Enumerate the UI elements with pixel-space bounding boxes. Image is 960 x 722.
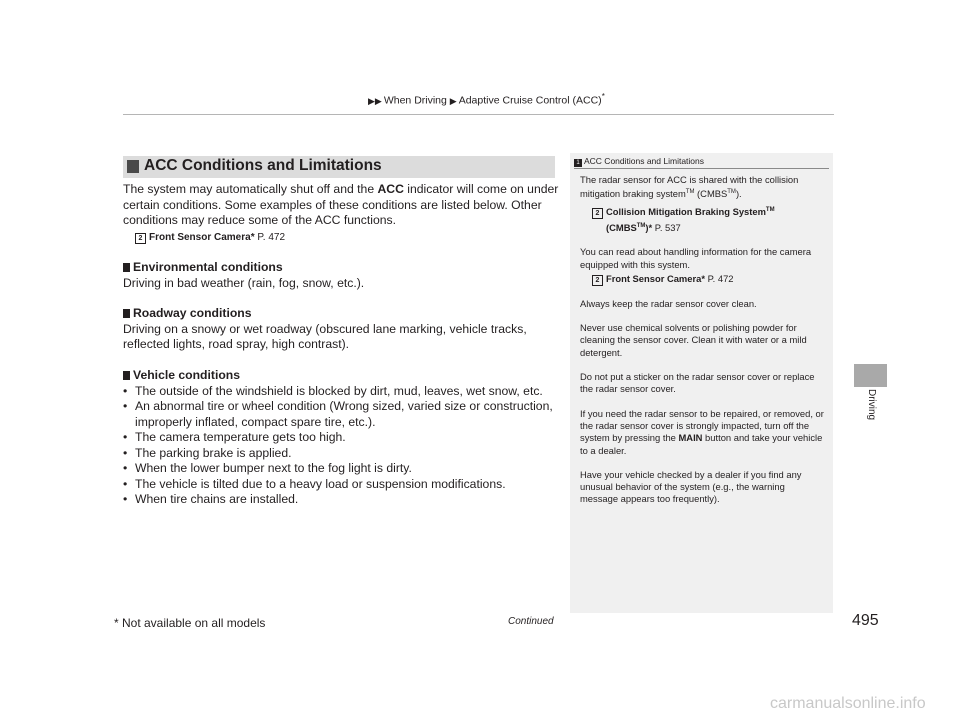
section-heading	[123, 156, 555, 178]
ref-label: Front Sensor Camera	[149, 232, 251, 243]
roadway-section	[123, 306, 563, 353]
sidebar-paragraph: Have your vehicle checked by a dealer if you find any unusual behavior of the system (e.g., the warning message appears too frequently).	[580, 468, 802, 505]
sidebar-paragraph: Do not put a sticker on the radar sensor cover or replace the radar sensor cover.	[580, 371, 815, 395]
subheading: Vehicle conditions	[123, 368, 563, 384]
sidebar-body	[580, 174, 825, 518]
sidebar-heading: 1 ACC Conditions and Limitations	[574, 156, 704, 167]
list-item: • When the lower bumper next to the fog light is dirty.	[123, 461, 412, 475]
acc-indicator-label: ACC	[377, 182, 404, 196]
arrow-icon: ▶▶	[368, 95, 382, 106]
cross-reference-icon: 2	[592, 275, 603, 286]
page-number: 495	[852, 612, 879, 629]
footnote-mark: *	[601, 92, 605, 101]
body-text: Driving on a snowy or wet roadway (obscured lane marking, vehicle tracks, reflected lights, road spray, high contrast).	[123, 321, 527, 351]
square-bullet-icon	[123, 371, 130, 380]
header-divider	[123, 114, 834, 115]
subheading: Roadway conditions	[123, 306, 563, 322]
sidebar-paragraph: If you need the radar sensor to be repaired, or removed, or the radar sensor cover is strongly impacted, turn off the system by pressing the MAIN button and take your vehicle to a dealer.	[580, 407, 824, 456]
section-square-icon	[127, 160, 139, 173]
list-item: • The vehicle is tilted due to a heavy load or suspension modifications.	[123, 476, 506, 491]
arrow-icon: ▶	[449, 95, 457, 106]
list-item: • When tire chains are installed.	[123, 492, 299, 506]
intro-text: The system may automatically shut off and the	[123, 182, 378, 196]
front-camera-ref[interactable]: 2 Front Sensor Camera* P. 472	[580, 273, 825, 286]
square-bullet-icon	[123, 263, 130, 272]
cmbs-ref[interactable]: 2 Collision Mitigation Braking System™ (CMBS™)* P. 537	[580, 203, 825, 235]
footnote: * Not available on all models	[114, 616, 266, 630]
ref-page: P. 472	[254, 232, 286, 243]
sidebar-divider	[574, 168, 829, 169]
intro-text: indicator will come on under certain conditions. Some examples of these conditions are listed below. Other conditions may reduce some of the ACC functions.	[123, 182, 559, 227]
list-item: • The camera temperature gets too high.	[123, 430, 346, 444]
list-item: • The parking brake is applied.	[123, 445, 292, 460]
square-bullet-icon	[123, 309, 130, 318]
sidebar-paragraph: The radar sensor for ACC is shared with the collision mitigation braking system™ (CMBS™).	[580, 174, 799, 200]
sidebar-paragraph: You can read about handling information for the camera equipped with this system.	[580, 246, 812, 270]
breadcrumb-item: When Driving	[383, 94, 447, 107]
cross-reference-icon: 2	[592, 208, 603, 219]
body-text: Driving in bad weather (rain, fog, snow, etc.).	[123, 275, 365, 290]
sidebar-paragraph: Never use chemical solvents or polishing powder for cleaning the sensor cover. Clean it with water or a mild detergent.	[580, 322, 807, 358]
chapter-tab[interactable]	[854, 364, 887, 387]
subheading: Environmental conditions	[123, 260, 563, 276]
list-item: • An abnormal tire or wheel condition (Wrong sized, varied size or construction, improperly inflated, compact spare tire, etc.).	[123, 399, 553, 429]
sidebar-note	[570, 153, 833, 613]
breadcrumb-item: Adaptive Cruise Control (ACC)	[458, 94, 602, 107]
chapter-tab-label: Driving	[866, 389, 877, 421]
footnote-mark: *	[250, 232, 255, 243]
sidebar-paragraph: Always keep the radar sensor cover clean.	[580, 297, 757, 309]
section-title: ACC Conditions and Limitations	[144, 157, 382, 174]
info-icon: 1	[574, 159, 582, 167]
list-item: • The outside of the windshield is blocked by dirt, mud, leaves, wet snow, etc.	[123, 383, 543, 398]
breadcrumb	[368, 92, 605, 107]
watermark: carmanualsonline.info	[770, 695, 926, 712]
cross-reference-icon: 2	[135, 233, 146, 244]
vehicle-section	[123, 368, 563, 508]
environmental-section	[123, 260, 563, 291]
intro-paragraph	[123, 182, 563, 229]
continued-label: Continued	[508, 616, 554, 627]
front-camera-ref[interactable]	[135, 230, 575, 246]
